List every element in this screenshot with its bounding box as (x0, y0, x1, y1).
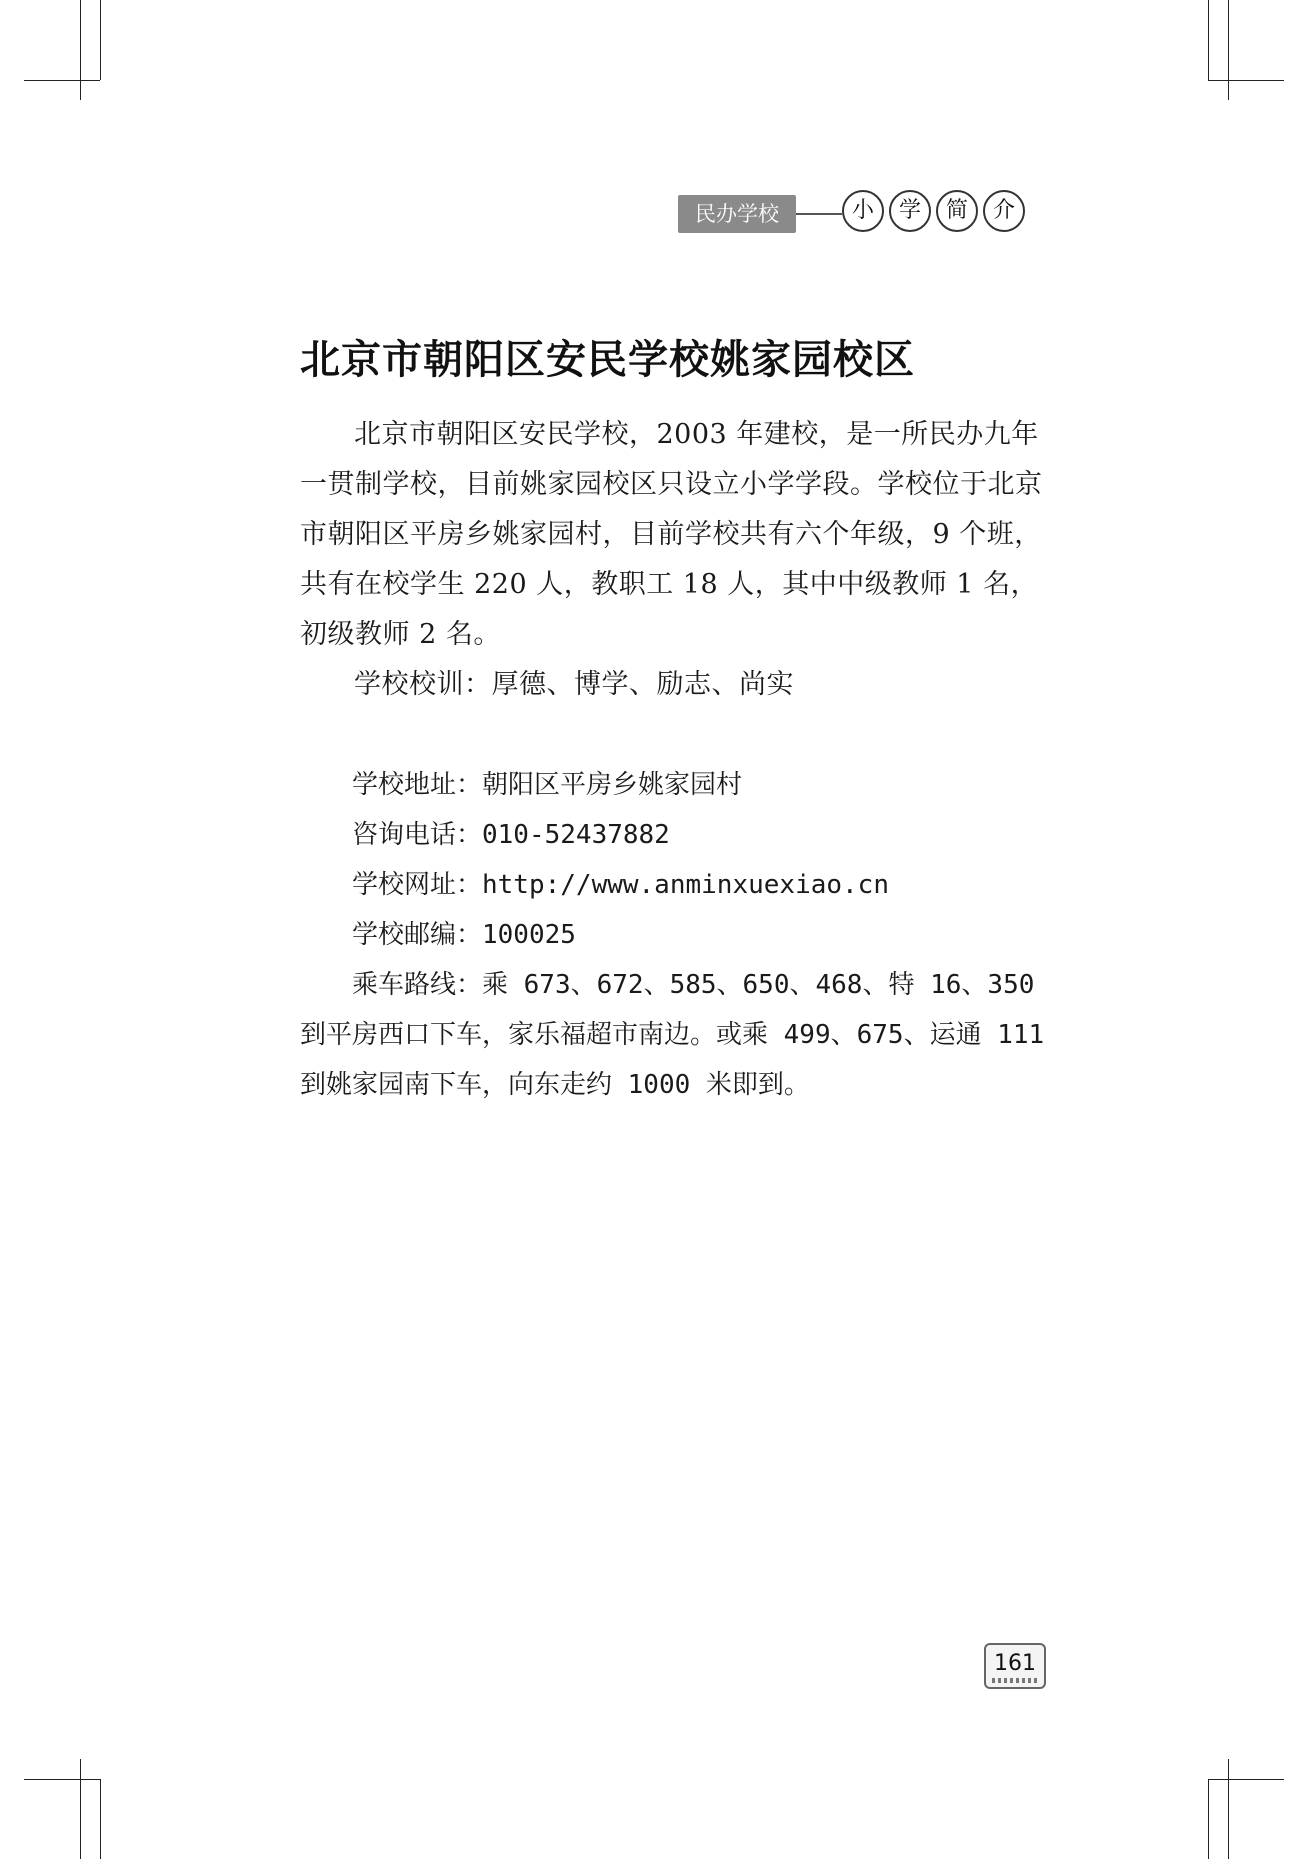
page-title: 北京市朝阳区安民学校姚家园校区 (300, 337, 915, 383)
running-header (678, 190, 1038, 236)
crop-mark-bottom-right-v2 (1208, 1779, 1209, 1859)
crop-mark-bottom-left-v (80, 1759, 81, 1859)
crop-mark-top-right-v (1228, 0, 1229, 100)
crop-mark-top-left-v (80, 0, 81, 100)
page-number-box (984, 1643, 1046, 1689)
category-circles (842, 190, 1025, 232)
crop-mark-bottom-right-h (1208, 1779, 1284, 1780)
intro-section (300, 410, 1050, 710)
category-char: 简 (936, 190, 978, 232)
category-char: 学 (889, 190, 931, 232)
crop-mark-bottom-right-v (1228, 1759, 1229, 1859)
school-website: 学校网址：http://www.anminxuexiao.cn (352, 870, 889, 900)
intro-paragraph: 北京市朝阳区安民学校，2003 年建校，是一所民办九年一贯制学校，目前姚家园校区只设立小学学段。学校位于北京市朝阳区平房乡姚家园村，目前学校共有六个年级，9 个班，共有在校学生 220 人，教职工 18 人，其中中级教师 1 名，初级教师 2 名。 (300, 419, 1043, 650)
page-number: 161 (994, 1651, 1036, 1676)
book-pages-decoration (992, 1678, 1040, 1683)
section-badge: 民办学校 (678, 195, 796, 233)
school-postcode: 学校邮编：100025 (352, 920, 576, 950)
crop-mark-top-right-v2 (1208, 0, 1209, 80)
header-connector-line (796, 213, 842, 215)
school-info (300, 760, 1050, 1110)
bus-route: 乘车路线：乘 673、672、585、650、468、特 16、350 到平房西口下车，家乐福超市南边。或乘 499、675、运通 111 到姚家园南下车，向东走约 1000 米即到。 (300, 970, 1045, 1100)
crop-mark-top-left-v2 (100, 0, 101, 80)
crop-mark-bottom-left-h (24, 1779, 100, 1780)
school-phone: 咨询电话：010-52437882 (352, 820, 670, 850)
crop-mark-top-left-h (24, 80, 100, 81)
crop-mark-bottom-left-v2 (100, 1779, 101, 1859)
crop-mark-top-right-h (1208, 80, 1284, 81)
school-motto: 学校校训：厚德、博学、励志、尚实 (354, 669, 794, 700)
school-address: 学校地址：朝阳区平房乡姚家园村 (352, 770, 743, 800)
category-char: 小 (842, 190, 884, 232)
category-char: 介 (983, 190, 1025, 232)
